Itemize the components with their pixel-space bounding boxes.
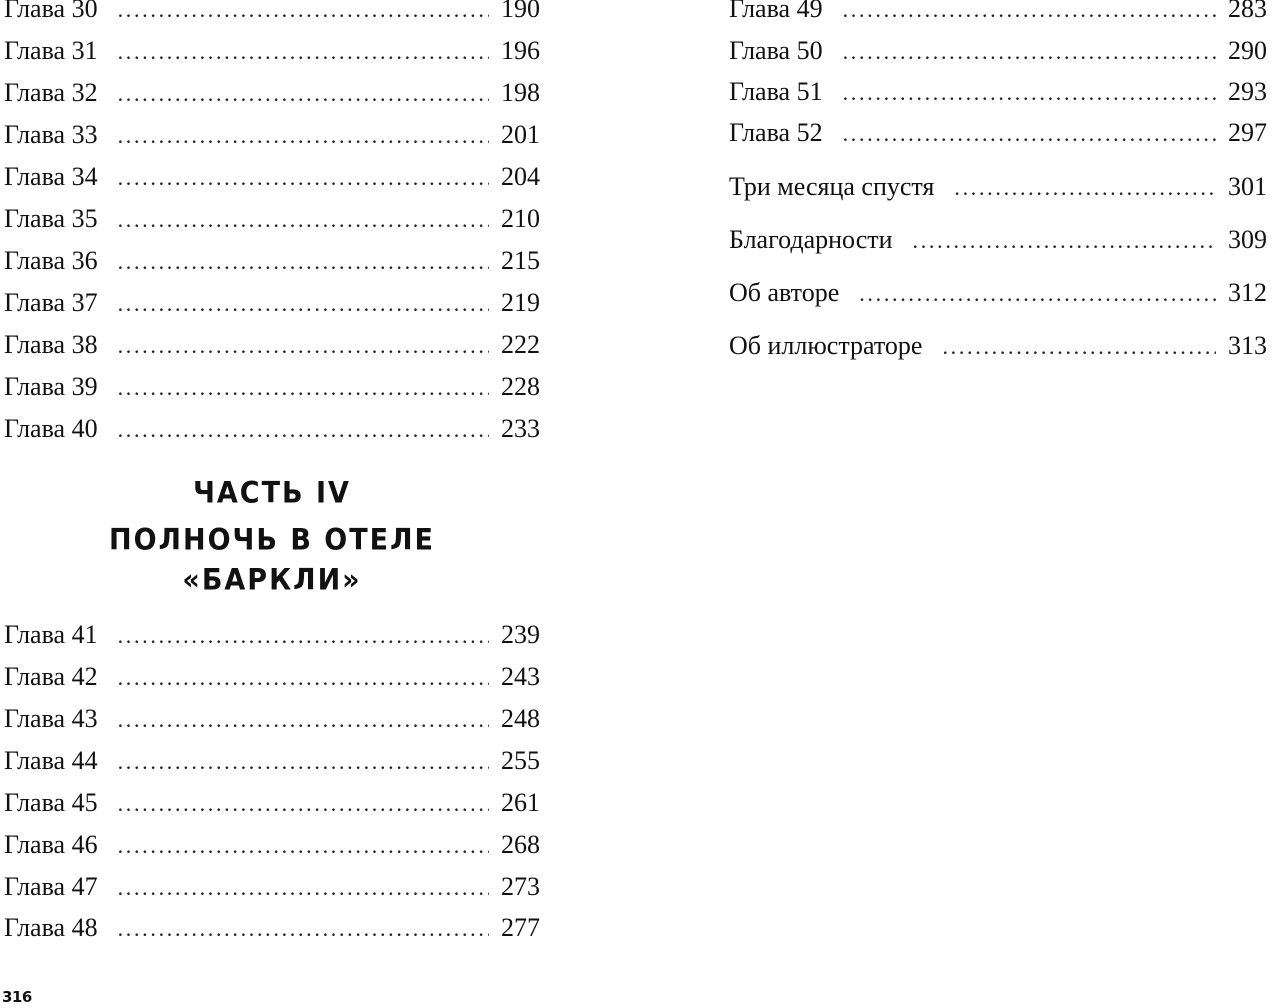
toc-dot-leader (843, 37, 1216, 67)
toc-entry-page: 239 (501, 620, 540, 649)
toc-entry-page: 198 (501, 78, 540, 107)
toc-entry-title: Глава 36 (4, 246, 98, 275)
page-number: 316 (2, 988, 32, 1006)
toc-entry-title: Глава 44 (4, 746, 98, 775)
toc-entry[interactable] (4, 620, 540, 660)
toc-dot-leader (118, 747, 489, 777)
part-title-line1: ПОЛНОЧЬ В ОТЕЛЕ (109, 523, 435, 558)
toc-entry-page: 204 (501, 162, 540, 191)
toc-entry[interactable] (729, 172, 1267, 212)
toc-entry-page: 222 (501, 330, 540, 359)
toc-entry-page: 233 (501, 414, 540, 443)
toc-dot-leader (843, 0, 1216, 25)
toc-entry[interactable] (4, 0, 540, 34)
toc-entry-page: 293 (1228, 77, 1267, 106)
toc-dot-leader (118, 163, 489, 193)
toc-entry-page: 215 (501, 246, 540, 275)
toc-dot-leader (843, 78, 1216, 108)
toc-entry-page: 268 (501, 830, 540, 859)
toc-dot-leader (118, 331, 489, 361)
toc-entry[interactable] (729, 278, 1267, 318)
toc-entry-page: 313 (1228, 331, 1267, 360)
toc-entry-page: 210 (501, 204, 540, 233)
toc-entry[interactable] (4, 288, 540, 328)
toc-entry-page: 283 (1228, 0, 1267, 23)
part-title-line2: «БАРКЛИ» (182, 563, 362, 598)
toc-dot-leader (118, 914, 489, 944)
toc-entry-title: Глава 41 (4, 620, 98, 649)
toc-entry-title: Глава 46 (4, 830, 98, 859)
toc-entry-page: 309 (1228, 225, 1267, 254)
toc-entry-title: Глава 32 (4, 78, 98, 107)
toc-entry-title: Глава 52 (729, 118, 823, 147)
toc-entry[interactable] (729, 77, 1267, 117)
toc-entry[interactable] (4, 788, 540, 828)
toc-dot-leader (118, 789, 489, 819)
toc-entry-page: 228 (501, 372, 540, 401)
toc-dot-leader (118, 79, 489, 109)
toc-dot-leader (118, 621, 489, 651)
toc-entry[interactable] (4, 746, 540, 786)
toc-entry[interactable] (4, 78, 540, 118)
toc-dot-leader (118, 121, 489, 151)
toc-dot-leader (118, 247, 489, 277)
toc-dot-leader (118, 873, 489, 903)
toc-entry-title: Глава 48 (4, 913, 98, 942)
toc-dot-leader (843, 119, 1216, 149)
toc-entry[interactable] (4, 204, 540, 244)
toc-entry[interactable] (4, 330, 540, 370)
toc-entry[interactable] (4, 662, 540, 702)
toc-entry-title: Глава 43 (4, 704, 98, 733)
toc-entry-title: Благодарности (729, 225, 893, 254)
toc-dot-leader (859, 279, 1216, 309)
toc-entry-page: 312 (1228, 278, 1267, 307)
toc-dot-leader (913, 226, 1216, 256)
toc-entry-page: 196 (501, 36, 540, 65)
toc-entry-title: Глава 30 (4, 0, 98, 23)
toc-dot-leader (118, 37, 489, 67)
toc-dot-leader (118, 831, 489, 861)
toc-entry[interactable] (4, 913, 540, 953)
toc-entry-page: 273 (501, 872, 540, 901)
toc-entry[interactable] (729, 118, 1267, 158)
part-label: ЧАСТЬ IV (193, 476, 351, 511)
toc-entry-title: Три месяца спустя (729, 172, 935, 201)
toc-entry[interactable] (729, 0, 1267, 34)
toc-dot-leader (118, 705, 489, 735)
toc-entry-title: Глава 51 (729, 77, 823, 106)
toc-dot-leader (118, 205, 489, 235)
toc-entry-title: Глава 37 (4, 288, 98, 317)
toc-entry[interactable] (4, 120, 540, 160)
toc-entry-title: Глава 45 (4, 788, 98, 817)
toc-entry-title: Об авторе (729, 278, 840, 307)
toc-entry[interactable] (729, 331, 1267, 371)
toc-entry-page: 201 (501, 120, 540, 149)
toc-entry-page: 290 (1228, 36, 1267, 65)
toc-entry-page: 255 (501, 746, 540, 775)
toc-entry-title: Глава 47 (4, 872, 98, 901)
toc-entry[interactable] (4, 372, 540, 412)
toc-entry-page: 261 (501, 788, 540, 817)
toc-entry-title: Глава 40 (4, 414, 98, 443)
toc-entry[interactable] (4, 414, 540, 454)
toc-entry-title: Глава 50 (729, 36, 823, 65)
toc-entry[interactable] (4, 704, 540, 744)
toc-entry[interactable] (729, 225, 1267, 265)
toc-entry-page: 301 (1228, 172, 1267, 201)
toc-entry-title: Глава 39 (4, 372, 98, 401)
toc-dot-leader (954, 173, 1216, 203)
toc-entry[interactable] (4, 830, 540, 870)
toc-entry-title: Глава 38 (4, 330, 98, 359)
toc-entry[interactable] (729, 36, 1267, 76)
toc-entry-page: 277 (501, 913, 540, 942)
toc-entry-title: Об иллюстраторе (729, 331, 923, 360)
toc-entry[interactable] (4, 162, 540, 202)
toc-entry-page: 219 (501, 288, 540, 317)
toc-entry-title: Глава 42 (4, 662, 98, 691)
toc-entry-title: Глава 35 (4, 204, 98, 233)
toc-dot-leader (118, 289, 489, 319)
toc-dot-leader (118, 415, 489, 445)
toc-entry[interactable] (4, 872, 540, 912)
toc-entry-page: 297 (1228, 118, 1267, 147)
toc-entry-page: 190 (501, 0, 540, 23)
toc-entry[interactable] (4, 36, 540, 76)
toc-entry-title: Глава 49 (729, 0, 823, 23)
toc-entry-title: Глава 34 (4, 162, 98, 191)
toc-dot-leader (118, 663, 489, 693)
toc-dot-leader (118, 0, 489, 25)
toc-dot-leader (942, 332, 1216, 362)
toc-dot-leader (118, 373, 489, 403)
toc-entry-page: 243 (501, 662, 540, 691)
toc-entry-title: Глава 33 (4, 120, 98, 149)
toc-entry[interactable] (4, 246, 540, 286)
toc-entry-page: 248 (501, 704, 540, 733)
toc-entry-title: Глава 31 (4, 36, 98, 65)
